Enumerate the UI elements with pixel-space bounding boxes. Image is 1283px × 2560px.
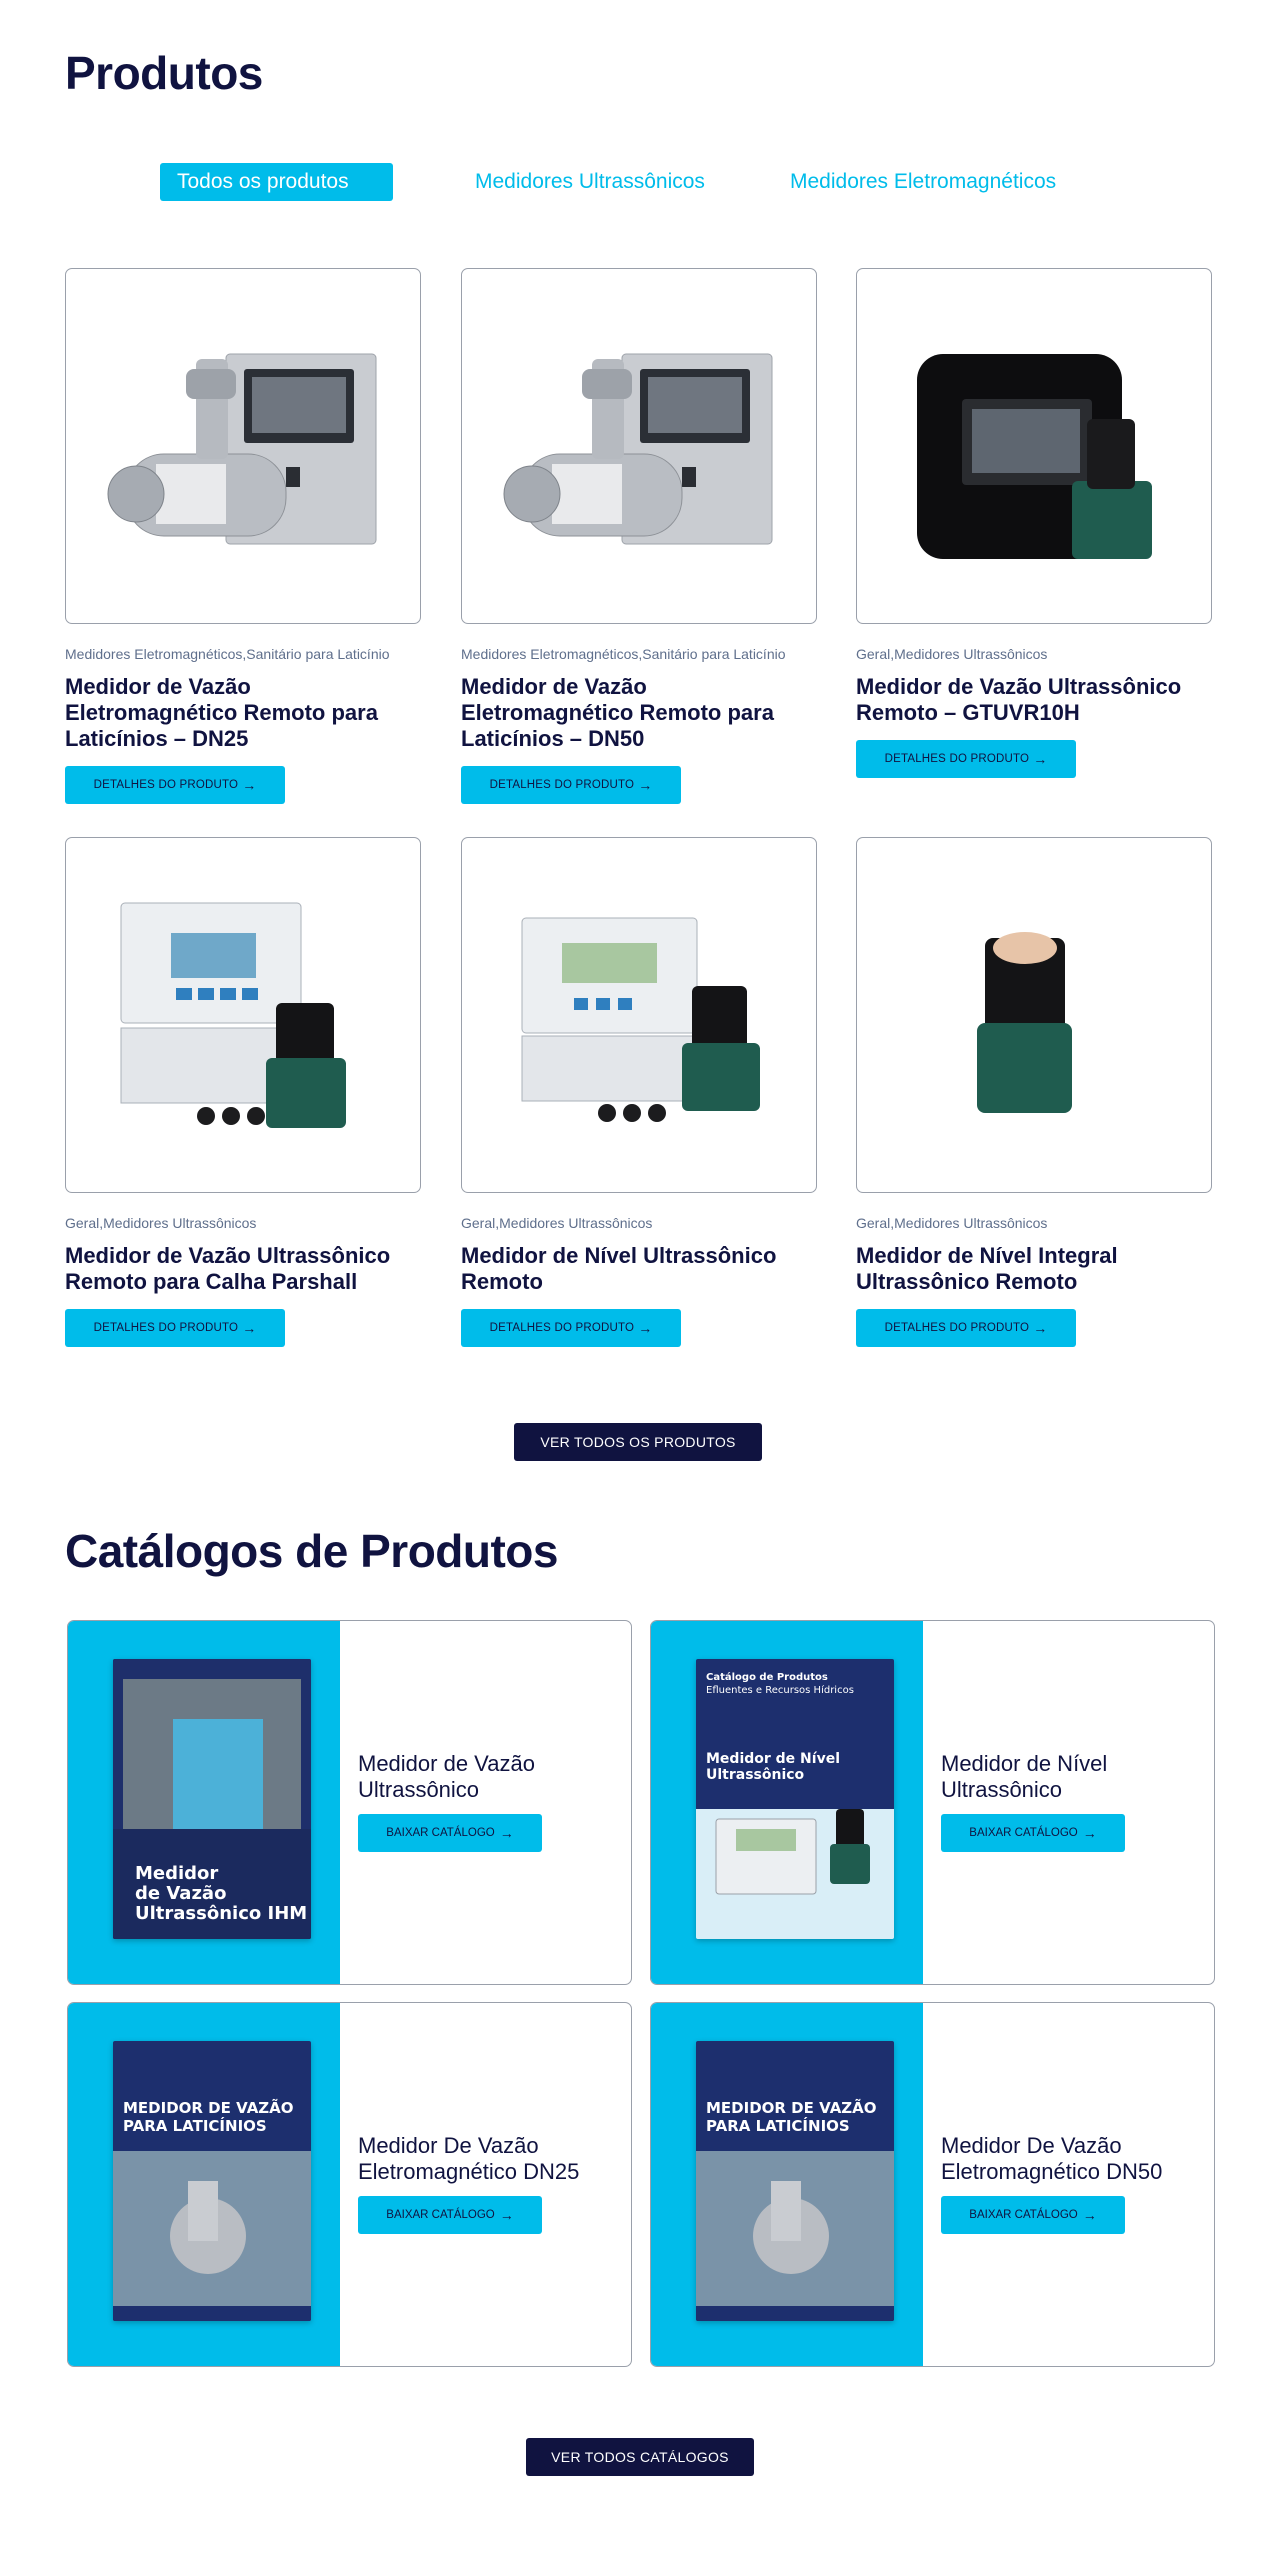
product-card xyxy=(461,837,817,1347)
products-heading: Produtos xyxy=(65,47,263,99)
arrow-right-icon: → xyxy=(638,1320,653,1336)
arrow-right-icon: → xyxy=(499,2207,514,2223)
sensor-image[interactable] xyxy=(856,837,1212,1193)
product-details-button[interactable]: DETALHES DO PRODUTO → xyxy=(65,1309,285,1347)
catalog-cover-panel xyxy=(651,1621,923,1984)
cover-line: PARA LATICÍNIOS xyxy=(706,2117,850,2135)
level-meter-image[interactable] xyxy=(461,837,817,1193)
catalog-card xyxy=(67,1620,632,1985)
product-category: Geral,Medidores Ultrassônicos xyxy=(856,1215,1048,1231)
catalog-cover-panel xyxy=(68,2003,340,2366)
electromagnetic-flowmeter-image[interactable] xyxy=(65,268,421,624)
product-title[interactable]: Medidor de Nível Integral Ultrassônico Remoto xyxy=(856,1243,1118,1294)
product-title[interactable]: Medidor de Vazão Eletromagnético Remoto para Laticínios – DN50 xyxy=(461,674,774,751)
arrow-right-icon: → xyxy=(1033,1320,1048,1336)
arrow-right-icon: → xyxy=(242,777,257,793)
tab-electromagnetic[interactable]: Medidores Eletromagnéticos xyxy=(790,170,1057,193)
catalog-title: Medidor de Vazão Ultrassônico xyxy=(358,1751,535,1802)
ultrasonic-flowmeter-image[interactable] xyxy=(856,268,1212,624)
product-title[interactable]: Medidor de Nível Ultrassônico Remoto xyxy=(461,1243,777,1294)
view-all-products-button[interactable]: VER TODOS OS PRODUTOS xyxy=(514,1423,762,1461)
cover-line: Ultrassônico xyxy=(706,1767,805,1783)
cover-line: Medidor xyxy=(135,1863,219,1884)
product-card xyxy=(461,268,817,804)
product-details-button[interactable]: DETALHES DO PRODUTO → xyxy=(461,1309,681,1347)
arrow-right-icon: → xyxy=(499,1825,514,1841)
parshall-flowmeter-image[interactable] xyxy=(65,837,421,1193)
cover-line: MEDIDOR DE VAZÃO xyxy=(123,2099,294,2117)
arrow-right-icon: → xyxy=(1033,751,1048,767)
download-catalog-button[interactable]: BAIXAR CATÁLOGO → xyxy=(941,1814,1125,1852)
catalog-cover-image[interactable] xyxy=(113,1659,311,1939)
arrow-right-icon: → xyxy=(242,1320,257,1336)
view-all-catalogs-button[interactable]: VER TODOS CATÁLOGOS xyxy=(526,2438,754,2476)
arrow-right-icon: → xyxy=(1082,2207,1097,2223)
catalog-cover-image[interactable] xyxy=(696,1659,894,1939)
product-category: Geral,Medidores Ultrassônicos xyxy=(65,1215,257,1231)
cover-line: Catálogo de Produtos xyxy=(706,1672,828,1683)
tab-ultrasonic[interactable]: Medidores Ultrassônicos xyxy=(475,170,705,193)
download-catalog-button[interactable]: BAIXAR CATÁLOGO → xyxy=(358,1814,542,1852)
tab-all-products[interactable]: Todos os produtos xyxy=(160,163,393,201)
product-title[interactable]: Medidor de Vazão Eletromagnético Remoto para Laticínios – DN25 xyxy=(65,674,378,751)
cover-line: MEDIDOR DE VAZÃO xyxy=(706,2099,877,2117)
catalog-card xyxy=(650,2002,1215,2367)
product-card xyxy=(65,268,421,804)
product-card xyxy=(856,837,1212,1347)
catalog-cover-panel xyxy=(651,2003,923,2366)
catalog-cover-panel xyxy=(68,1621,340,1984)
product-category: Medidores Eletromagnéticos,Sanitário para Laticínio xyxy=(65,646,390,662)
product-category: Geral,Medidores Ultrassônicos xyxy=(461,1215,653,1231)
product-card xyxy=(65,837,421,1347)
catalog-card xyxy=(67,2002,632,2367)
catalogs-heading: Catálogos de Produtos xyxy=(65,1525,558,1577)
electromagnetic-flowmeter-image[interactable] xyxy=(461,268,817,624)
catalog-card xyxy=(650,1620,1215,1985)
product-category: Medidores Eletromagnéticos,Sanitário para Laticínio xyxy=(461,646,786,662)
download-catalog-button[interactable]: BAIXAR CATÁLOGO → xyxy=(941,2196,1125,2234)
product-details-button[interactable]: DETALHES DO PRODUTO → xyxy=(856,1309,1076,1347)
catalog-title: Medidor de Nível Ultrassônico xyxy=(941,1751,1108,1802)
cover-line: de Vazão xyxy=(135,1883,227,1904)
product-category: Geral,Medidores Ultrassônicos xyxy=(856,646,1048,662)
catalog-title: Medidor De Vazão Eletromagnético DN50 xyxy=(941,2133,1163,2184)
product-title[interactable]: Medidor de Vazão Ultrassônico Remoto para Calha Parshall xyxy=(65,1243,391,1294)
arrow-right-icon: → xyxy=(638,777,653,793)
catalog-cover-image[interactable] xyxy=(696,2041,894,2321)
cover-line: Efluentes e Recursos Hídricos xyxy=(706,1685,854,1696)
catalog-cover-image[interactable] xyxy=(113,2041,311,2321)
cover-line: Ultrassônico IHM xyxy=(135,1903,308,1924)
download-catalog-button[interactable]: BAIXAR CATÁLOGO → xyxy=(358,2196,542,2234)
product-details-button[interactable]: DETALHES DO PRODUTO → xyxy=(461,766,681,804)
arrow-right-icon: → xyxy=(1082,1825,1097,1841)
product-details-button[interactable]: DETALHES DO PRODUTO → xyxy=(856,740,1076,778)
cover-line: PARA LATICÍNIOS xyxy=(123,2117,267,2135)
product-title[interactable]: Medidor de Vazão Ultrassônico Remoto – GTUVR10H xyxy=(856,674,1182,725)
cover-line: Medidor de Nível xyxy=(706,1751,840,1767)
product-card xyxy=(856,268,1212,778)
product-details-button[interactable]: DETALHES DO PRODUTO → xyxy=(65,766,285,804)
catalog-title: Medidor De Vazão Eletromagnético DN25 xyxy=(358,2133,580,2184)
